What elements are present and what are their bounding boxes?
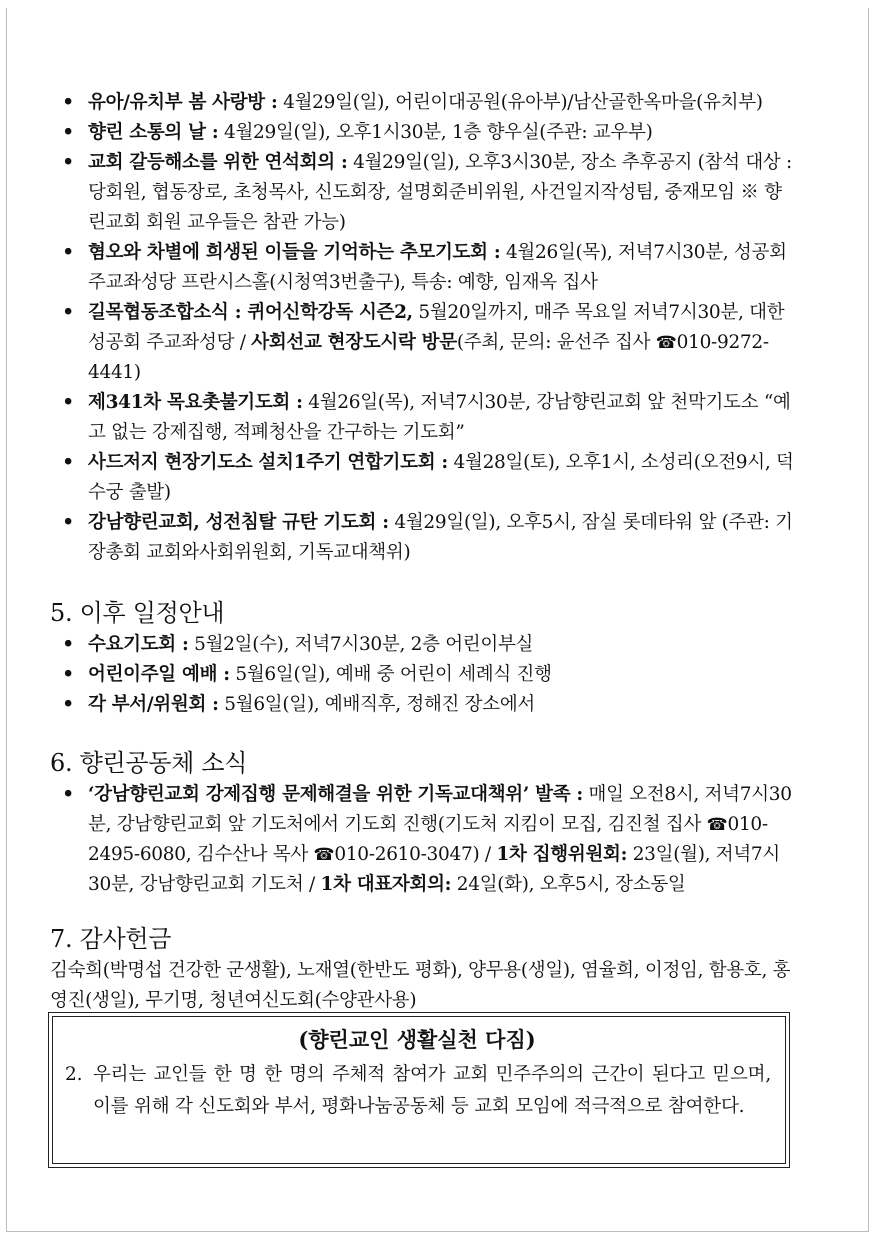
pledge-text: 2. 우리는 교인들 한 명 한 명의 주체적 참여가 교회 민주주의의 근간이 된다고 믿으며, 이를 위해 각 신도회와 부서, 평화나눔공동체 등 교회 모임에 적극적으로 참여한다. [63, 1059, 771, 1123]
bullet-icon: • [62, 694, 74, 715]
list-item: • 교회 갈등해소를 위한 연석회의 : 4월29일(일), 오후3시30분, 장소 추후공지 (참석 대상 : 당회원, 협동장로, 초청목사, 신도회장, 설명회준비위원, 사건일지작성팀, 중재모임 ※ 향린교회 회원 교우들은 참관 가능) [50, 148, 798, 238]
list-item: • 어린이주일 예배 : 5월6일(일), 예배 중 어린이 세례식 진행 [50, 660, 798, 690]
phone-icon: ☎ [655, 333, 677, 353]
section-6 [50, 746, 798, 900]
bullet-icon: • [62, 512, 74, 533]
phone-icon: ☎ [313, 845, 335, 865]
bullet-icon: • [62, 302, 74, 323]
list-item: • ‘강남향린교회 강제집행 문제해결을 위한 기독교대책위’ 발족 : 매일 오전8시, 저녁7시30분, 강남향린교회 앞 기도처에서 기도회 진행(기도처 지킴이 모집, 김진철 집사 ☎010-2495-6080, 김수산나 목사 ☎010-2610-3047) / 1차 집행위원회: 23일(월), 저녁7시30분, 강남향린교회 기도처 / 1차 대표자회의: 24일(화), 오후5시, 장소동일 [50, 780, 798, 900]
list-item: • 수요기도회 : 5월2일(수), 저녁7시30분, 2층 어린이부실 [50, 630, 798, 660]
list-item: • 제341차 목요촛불기도회 : 4월26일(목), 저녁7시30분, 강남향린교회 앞 천막기도소 “예고 없는 강제집행, 적폐청산을 간구하는 기도회” [50, 388, 798, 448]
community-list [50, 780, 798, 900]
offering-list: 김숙희(박명섭 건강한 군생활), 노재열(한반도 평화), 양무용(생일), 염율희, 이정임, 함용호, 홍영진(생일), 무기명, 청년여신도회(수양관사용) [50, 960, 791, 1011]
section-title: 5. 이후 일정안내 [50, 599, 225, 627]
list-item: • 각 부서/위원회 : 5월6일(일), 예배직후, 정해진 장소에서 [50, 690, 798, 720]
bullet-icon: • [62, 664, 74, 685]
list-item: • 강남향린교회, 성전침탈 규탄 기도회 : 4월29일(일), 오후5시, 잠실 롯데타워 앞 (주관: 기장총회 교회와사회위원회, 기독교대책위) [50, 508, 798, 568]
bullet-icon: • [62, 152, 74, 173]
section-title: 7. 감사헌금 [50, 925, 172, 953]
bulletin-content [50, 88, 798, 1016]
bullet-icon: • [62, 392, 74, 413]
upcoming-list [50, 630, 798, 720]
list-item: • 유아/유치부 봄 사랑방 : 4월29일(일), 어린이대공원(유아부)/남산골한옥마을(유치부) [50, 88, 798, 118]
section-5 [50, 596, 798, 720]
bullet-icon: • [62, 634, 74, 655]
pledge-title: (향린교인 생활실천 다짐) [298, 1027, 536, 1052]
bullet-icon: • [62, 784, 74, 805]
bullet-icon: • [62, 92, 74, 113]
schedule-list [50, 88, 798, 568]
bullet-icon: • [62, 452, 74, 473]
bullet-icon: • [62, 122, 74, 143]
phone-icon: ☎ [706, 815, 728, 835]
list-item: • 향린 소통의 날 : 4월29일(일), 오후1시30분, 1층 향우실(주관: 교우부) [50, 118, 798, 148]
section-title: 6. 향린공동체 소식 [50, 749, 248, 777]
pledge-number: 2. [65, 1064, 83, 1085]
list-item: • 사드저지 현장기도소 설치1주기 연합기도회 : 4월28일(토), 오후1시, 소성리(오전9시, 덕수궁 출발) [50, 448, 798, 508]
bullet-icon: • [62, 242, 74, 263]
pledge-box [48, 1012, 790, 1168]
section-7 [50, 922, 798, 1016]
list-item: • 혐오와 차별에 희생된 이들을 기억하는 추모기도회 : 4월26일(목), 저녁7시30분, 성공회 주교좌성당 프란시스홀(시청역3번출구), 특송: 예향, 임재옥 집사 [50, 238, 798, 298]
list-item: • 길목협동조합소식 : 퀴어신학강독 시즌2, 5월20일까지, 매주 목요일 저녁7시30분, 대한성공회 주교좌성당 / 사회선교 현장도시락 방문(주최, 문의: 윤선주 집사 ☎010-9272-4441) [50, 298, 798, 388]
